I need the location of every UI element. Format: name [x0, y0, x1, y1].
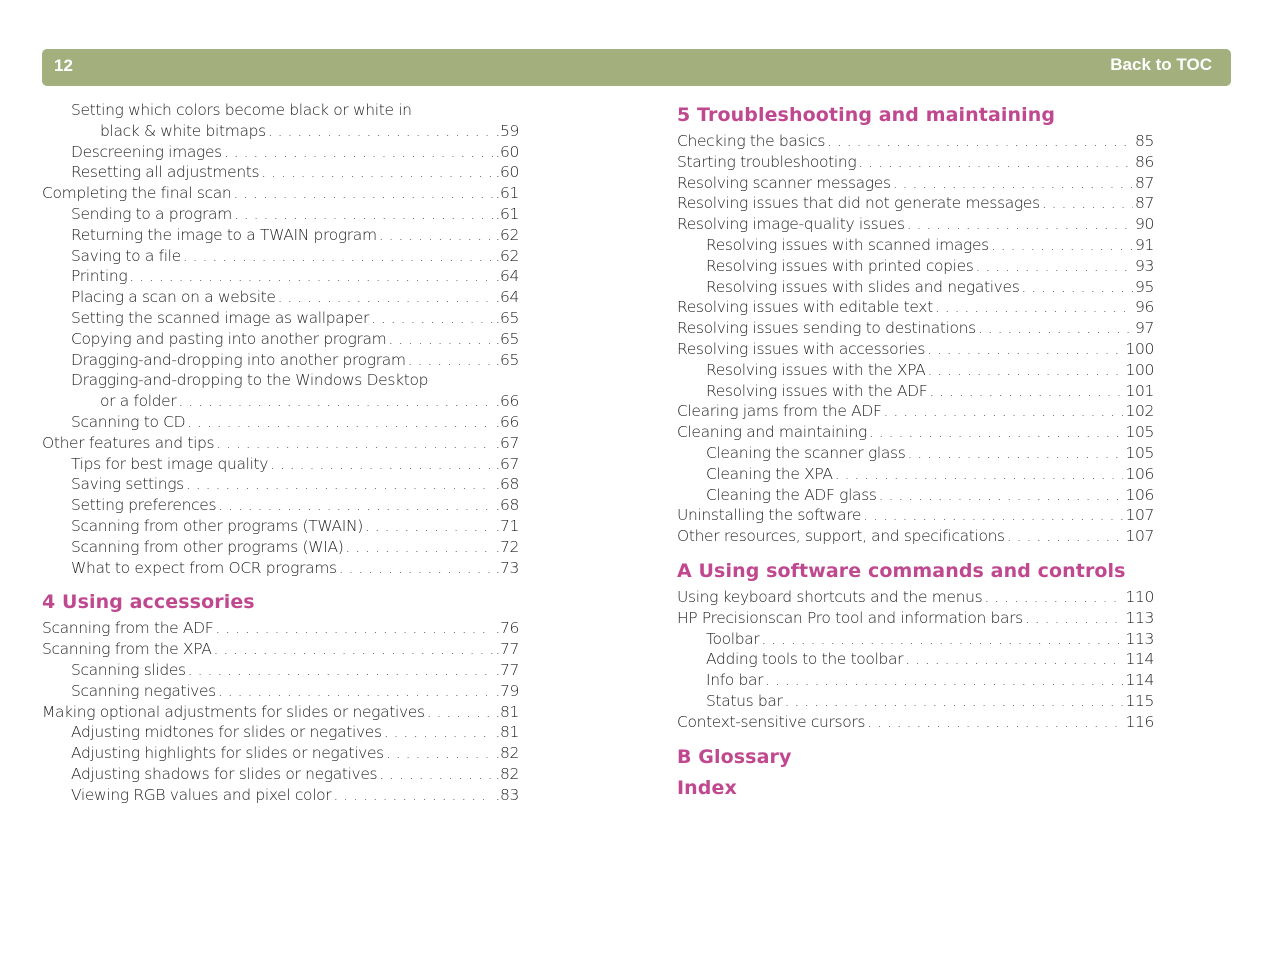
dot-leader	[345, 537, 493, 558]
toc-entry[interactable]	[42, 516, 519, 537]
toc-entry[interactable]	[42, 183, 519, 204]
toc-entry[interactable]	[42, 474, 519, 495]
dot-leader	[183, 246, 494, 267]
toc-entry-page: 102	[1125, 402, 1154, 421]
toc-entry-title: Making optional adjustments for slides or negatives	[42, 702, 425, 721]
toc-entry-page: 90	[1134, 215, 1154, 234]
toc-entry[interactable]	[42, 454, 519, 475]
toc-entry-title: Resolving issues with scanned images	[706, 235, 989, 254]
toc-entry[interactable]	[677, 235, 1154, 256]
toc-entry-page: 107	[1125, 506, 1154, 525]
dot-leader	[907, 214, 1133, 235]
section-heading-4[interactable]: 4 Using accessories	[42, 591, 255, 614]
toc-entry-title: Info bar	[706, 671, 764, 690]
toc-entry-title: Resolving image-quality issues	[677, 215, 905, 234]
section-heading-a[interactable]: A Using software commands and controls	[677, 559, 1126, 582]
toc-entry-page: .62	[495, 225, 519, 244]
toc-entry-page: .77	[495, 660, 519, 679]
dot-leader	[427, 702, 494, 723]
dot-leader	[178, 391, 493, 412]
dot-leader	[835, 464, 1124, 485]
toc-entry[interactable]	[42, 225, 519, 246]
toc-entry-title: Checking the basics	[677, 132, 826, 150]
dot-leader	[234, 204, 493, 225]
toc-entry[interactable]	[677, 443, 1154, 464]
toc-entry[interactable]	[42, 764, 519, 785]
toc-entry-title: Resolving issues with the ADF	[706, 381, 928, 400]
toc-entry-page: 87	[1134, 194, 1154, 213]
toc-entry[interactable]	[677, 712, 1154, 733]
dot-leader	[384, 722, 494, 743]
toc-entry-title: Copying and pasting into another program	[71, 329, 387, 348]
toc-entry[interactable]	[42, 495, 519, 516]
toc-entry-title: Returning the image to a TWAIN program	[71, 225, 377, 244]
toc-entry-page: 105	[1125, 423, 1154, 442]
toc-entry[interactable]	[42, 329, 519, 350]
toc-entry-title: Other resources, support, and specifications	[677, 527, 1005, 546]
toc-entry-page: .67	[495, 433, 519, 452]
toc-entry-page: 115	[1125, 691, 1154, 710]
dot-leader	[893, 173, 1133, 194]
dot-leader	[905, 649, 1123, 670]
toc-entry[interactable]	[677, 318, 1154, 339]
section-heading-index[interactable]: Index	[677, 776, 737, 799]
dot-leader	[213, 639, 493, 660]
toc-entry[interactable]	[677, 297, 1154, 318]
dot-leader	[991, 235, 1133, 256]
dot-leader	[863, 505, 1123, 526]
dot-leader	[907, 443, 1123, 464]
toc-entry[interactable]	[42, 558, 519, 579]
toc-entry[interactable]	[677, 339, 1154, 360]
toc-entry-title: Adjusting shadows for slides or negatives	[71, 764, 378, 783]
toc-entry-title: Setting preferences	[71, 496, 217, 515]
toc-entry-page: .77	[495, 640, 519, 659]
toc-entry[interactable]	[42, 785, 519, 806]
toc-entry-page: .65	[495, 329, 519, 348]
toc-entry-page: 114	[1125, 671, 1154, 690]
toc-entry[interactable]	[677, 691, 1154, 712]
toc-entry-page: 101	[1125, 381, 1154, 400]
toc-entry-page: 106	[1125, 485, 1154, 504]
toc-entry-title: Resolving issues that did not generate messages	[677, 194, 1040, 213]
toc-entry-title: or a folder	[100, 392, 177, 411]
toc-entry-page: 91	[1134, 235, 1154, 254]
toc-entry-page: .59	[495, 121, 519, 140]
toc-entry[interactable]	[677, 464, 1154, 485]
toc-entry-page: .73	[495, 558, 519, 577]
toc-entry[interactable]	[42, 743, 519, 764]
dot-leader	[1007, 526, 1124, 547]
toc-entry-title: Resolving issues with slides and negatives	[706, 277, 1020, 296]
toc-entry-title: Cleaning the XPA	[706, 464, 833, 483]
toc-entry-title: Resolving issues with accessories	[677, 339, 926, 358]
dot-leader	[365, 516, 493, 537]
page-number: 12	[54, 56, 73, 75]
toc-entry-title: Scanning negatives	[71, 681, 216, 700]
toc-entry[interactable]	[42, 246, 519, 267]
toc-entry[interactable]	[42, 204, 519, 225]
dot-leader	[379, 225, 494, 246]
toc-entry[interactable]	[677, 152, 1154, 173]
toc-entry-page: .72	[495, 537, 519, 556]
toc-entry-title: Adjusting midtones for slides or negatives	[71, 723, 382, 742]
dot-leader	[765, 670, 1123, 691]
toc-entry[interactable]	[677, 131, 1154, 152]
dot-leader	[785, 691, 1124, 712]
toc-entry[interactable]	[42, 308, 519, 329]
toc-entry[interactable]	[42, 370, 519, 391]
toc-entry-title: Sending to a program	[71, 204, 232, 223]
dot-leader	[1042, 193, 1133, 214]
toc-entry-title: Printing	[71, 267, 128, 286]
dot-leader	[261, 162, 493, 183]
toc-entry-page: 97	[1134, 319, 1154, 338]
toc-entry[interactable]	[677, 608, 1154, 629]
toc-entry-page: 87	[1134, 173, 1154, 192]
toc-entry-title: Using keyboard shortcuts and the menus	[677, 587, 983, 606]
toc-entry-title: Setting the scanned image as wallpaper	[71, 308, 370, 327]
toc-entry-title: black & white bitmaps	[100, 121, 266, 140]
dot-leader	[216, 433, 493, 454]
toc-entry-page: .65	[495, 350, 519, 369]
toc-entry-title: Setting which colors become black or white in	[71, 101, 412, 119]
dot-leader	[879, 485, 1124, 506]
toc-entry[interactable]	[42, 618, 519, 639]
toc-entry[interactable]	[42, 412, 519, 433]
dot-leader	[186, 474, 493, 495]
toc-entry[interactable]	[677, 381, 1154, 402]
toc-entry[interactable]	[42, 639, 519, 660]
toc-entry[interactable]	[677, 649, 1154, 670]
dot-leader	[978, 318, 1133, 339]
toc-entry-title: Saving to a file	[71, 246, 181, 265]
toc-entry-title: Tips for best image quality	[71, 454, 269, 473]
toc-entry-page: 105	[1125, 443, 1154, 462]
dot-leader	[188, 660, 494, 681]
toc-entry-title: Resolving issues with editable text	[677, 298, 933, 317]
dot-leader	[371, 308, 493, 329]
toc-entry-title: Scanning slides	[71, 660, 186, 679]
toc-entry-page: .68	[495, 496, 519, 515]
toc-entry-title: Scanning from the XPA	[42, 640, 212, 659]
toc-entry[interactable]	[677, 485, 1154, 506]
toc-entry-page: .71	[495, 516, 519, 535]
toc-entry-title: Resolving issues with the XPA	[706, 360, 926, 379]
toc-entry-page: .66	[495, 392, 519, 411]
dot-leader	[270, 454, 493, 475]
toc-entry-title: Saving settings	[71, 475, 184, 494]
toc-entry-page: .62	[495, 246, 519, 265]
toc-entry-title: Starting troubleshooting	[677, 152, 857, 171]
toc-entry[interactable]	[42, 660, 519, 681]
toc-entry[interactable]	[42, 100, 519, 121]
toc-list-left-a	[42, 100, 519, 578]
toc-entry-title: Scanning from other programs (TWAIN)	[71, 516, 363, 535]
toc-entry-page: 93	[1134, 256, 1154, 275]
toc-entry-page: .65	[495, 308, 519, 327]
toc-entry[interactable]	[677, 629, 1154, 650]
toc-entry-title: Adjusting highlights for slides or negatives	[71, 744, 384, 763]
toc-entry[interactable]	[677, 256, 1154, 277]
dot-leader	[218, 681, 493, 702]
toc-entry[interactable]	[42, 702, 519, 723]
toc-entry-page: .61	[495, 184, 519, 203]
toc-entry-page: .82	[495, 744, 519, 763]
toc-entry[interactable]	[42, 162, 519, 183]
toc-entry-title: Scanning from the ADF	[42, 619, 214, 638]
dot-leader	[408, 350, 494, 371]
toc-entry-page: 100	[1125, 339, 1154, 358]
toc-entry-title: Resolving issues with printed copies	[706, 256, 974, 275]
toc-entry-page: .81	[495, 723, 519, 742]
toc-entry-page: .81	[495, 702, 519, 721]
dot-leader	[233, 183, 493, 204]
dot-leader	[761, 629, 1123, 650]
toc-entry-title: Uninstalling the software	[677, 506, 862, 525]
dot-leader	[218, 495, 493, 516]
toc-list-right-b	[677, 587, 1154, 733]
toc-entry[interactable]	[677, 587, 1154, 608]
toc-entry-page: .60	[495, 163, 519, 182]
dot-leader	[858, 152, 1133, 173]
toc-entry[interactable]	[42, 350, 519, 371]
toc-entry-page: .60	[495, 142, 519, 161]
toc-entry-page: 95	[1134, 277, 1154, 296]
section-heading-5[interactable]: 5 Troubleshooting and maintaining	[677, 104, 1056, 126]
toc-entry-page: .66	[495, 412, 519, 431]
toc-entry[interactable]	[677, 505, 1154, 526]
toc-entry-page: 114	[1125, 650, 1154, 669]
toc-entry[interactable]	[42, 142, 519, 163]
dot-leader	[1021, 277, 1133, 298]
toc-entry-title: Viewing RGB values and pixel color	[71, 785, 332, 804]
dot-leader	[867, 712, 1123, 733]
toc-entry-title: Resolving issues sending to destinations	[677, 319, 976, 338]
toc-entry-title: Clearing jams from the ADF	[677, 402, 882, 421]
dot-leader	[984, 587, 1123, 608]
toc-entry-title: Context-sensitive cursors	[677, 712, 866, 731]
toc-entry-page: .64	[495, 288, 519, 307]
dot-leader	[224, 142, 494, 163]
toc-entry-page: 107	[1125, 527, 1154, 546]
toc-entry-title: Adding tools to the toolbar	[706, 650, 904, 669]
toc-entry-page: .68	[495, 475, 519, 494]
toc-entry-page: .82	[495, 764, 519, 783]
toc-entry[interactable]	[42, 537, 519, 558]
toc-entry-page: 106	[1125, 464, 1154, 483]
toc-entry-title: Placing a scan on a website	[71, 288, 276, 307]
section-heading-b[interactable]: B Glossary	[677, 745, 792, 768]
toc-list-right-a	[677, 131, 1154, 547]
toc-left-column	[42, 100, 519, 806]
toc-entry-title: Cleaning the ADF glass	[706, 485, 877, 504]
toc-entry[interactable]	[42, 433, 519, 454]
dot-leader	[215, 618, 493, 639]
toc-entry[interactable]	[677, 360, 1154, 381]
toc-entry-page: 100	[1125, 360, 1154, 379]
toc-entry-title: HP Precisionscan Pro tool and information bars	[677, 608, 1023, 627]
toc-entry-page: .76	[495, 619, 519, 638]
toc-entry[interactable]	[677, 422, 1154, 443]
toc-right-column	[677, 100, 1154, 804]
toc-entry-title: Other features and tips	[42, 433, 215, 452]
dot-leader	[333, 785, 493, 806]
toc-entry-title: Toolbar	[706, 629, 760, 648]
toc-entry[interactable]	[677, 193, 1154, 214]
toc-entry[interactable]	[42, 681, 519, 702]
toc-entry-title: Status bar	[706, 691, 783, 710]
toc-entry-page: .83	[495, 785, 519, 804]
toc-entry-page: .64	[495, 267, 519, 286]
dot-leader	[869, 422, 1124, 443]
toc-entry-page: 96	[1134, 298, 1154, 317]
toc-entry-title: Completing the final scan	[42, 184, 232, 203]
toc-entry[interactable]	[42, 722, 519, 743]
dot-leader	[129, 266, 493, 287]
toc-entry[interactable]	[42, 121, 519, 142]
dot-leader	[976, 256, 1133, 277]
toc-entry-title: Descreening images	[71, 142, 222, 161]
toc-entry-page: .67	[495, 454, 519, 473]
toc-entry[interactable]	[677, 214, 1154, 235]
toc-entry-page: 113	[1125, 629, 1154, 648]
toc-entry[interactable]	[677, 526, 1154, 547]
dot-leader	[827, 131, 1133, 152]
toc-entry-title: Dragging-and-dropping into another program	[71, 350, 406, 369]
toc-entry[interactable]	[42, 287, 519, 308]
dot-leader	[1025, 608, 1124, 629]
dot-leader	[379, 764, 493, 785]
toc-entry[interactable]	[677, 670, 1154, 691]
toc-entry[interactable]	[677, 277, 1154, 298]
toc-entry-page: 110	[1125, 587, 1154, 606]
dot-leader	[927, 360, 1123, 381]
toc-entry-title: Dragging-and-dropping to the Windows Desktop	[71, 371, 429, 390]
dot-leader	[935, 297, 1133, 318]
dot-leader	[339, 558, 494, 579]
toc-entry[interactable]	[677, 173, 1154, 194]
dot-leader	[187, 412, 493, 433]
dot-leader	[927, 339, 1123, 360]
toc-entry-page: 86	[1134, 152, 1154, 171]
dot-leader	[929, 381, 1123, 402]
dot-leader	[278, 287, 494, 308]
dot-leader	[388, 329, 493, 350]
dot-leader	[884, 401, 1124, 422]
toc-entry-title: Resolving scanner messages	[677, 173, 891, 192]
dot-leader	[268, 121, 494, 142]
toc-entry-title: Scanning from other programs (WIA)	[71, 537, 344, 556]
toc-entry-title: Resetting all adjustments	[71, 163, 260, 182]
toc-entry[interactable]	[42, 266, 519, 287]
toc-entry[interactable]	[42, 391, 519, 412]
toc-entry-page: .61	[495, 204, 519, 223]
toc-entry-title: What to expect from OCR programs	[71, 558, 337, 577]
toc-entry-title: Cleaning and maintaining	[677, 423, 867, 442]
dot-leader	[386, 743, 493, 764]
toc-entry-page: 85	[1134, 132, 1154, 150]
toc-entry-title: Scanning to CD	[71, 412, 186, 431]
toc-list-left-b	[42, 618, 519, 805]
back-to-toc-link[interactable]: Back to TOC	[1110, 55, 1212, 74]
toc-entry-page: .79	[495, 681, 519, 700]
toc-entry-page: 113	[1125, 608, 1154, 627]
toc-entry-title: Cleaning the scanner glass	[706, 443, 906, 462]
toc-entry[interactable]	[677, 401, 1154, 422]
header-bar	[42, 49, 1231, 86]
toc-entry-page: 116	[1125, 712, 1154, 731]
